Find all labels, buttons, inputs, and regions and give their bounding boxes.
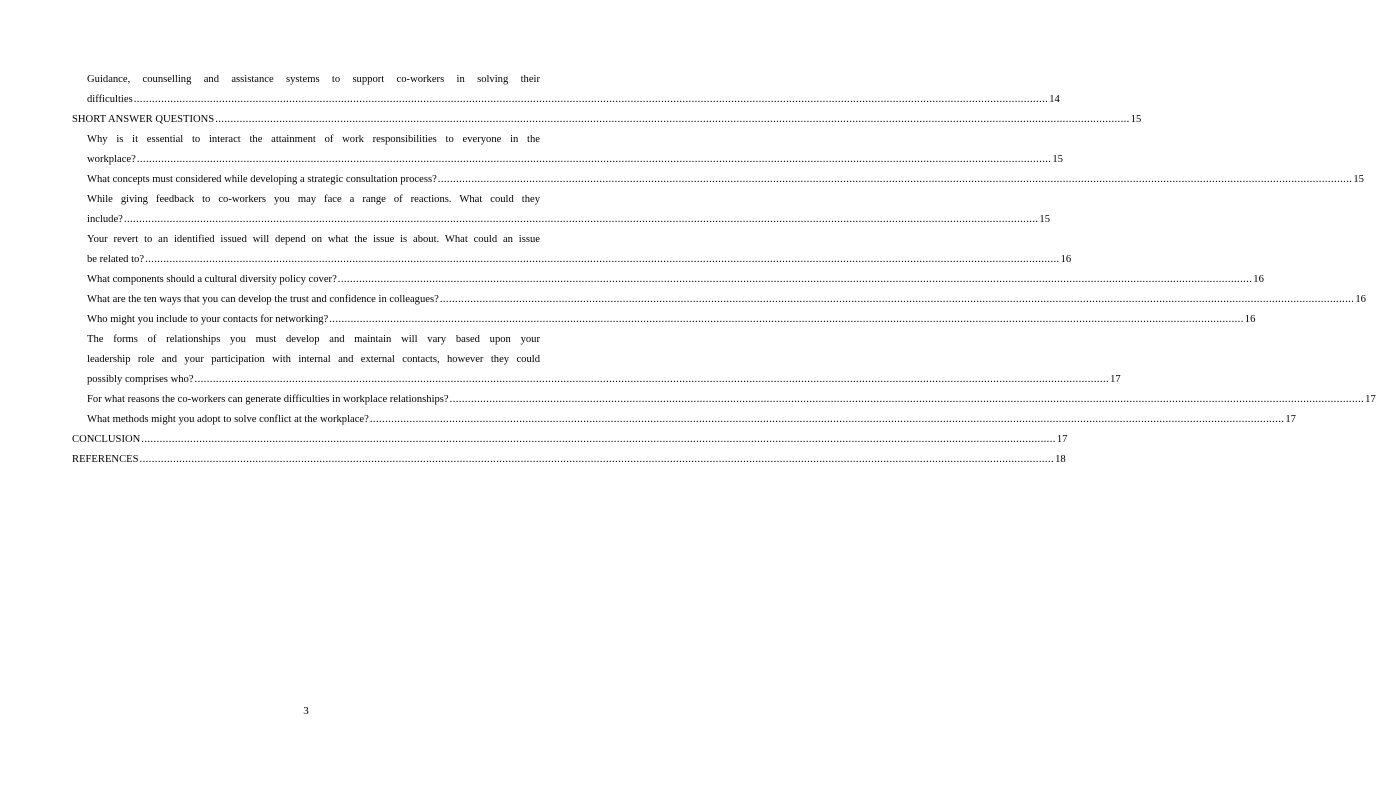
toc-entry-last-line: [87, 370, 1121, 390]
toc-entry-page-number: 17: [1285, 414, 1296, 425]
toc-entry-last-line: [87, 170, 1364, 190]
toc-entry[interactable]: [72, 310, 1256, 330]
toc-entry-page-number: 16: [1253, 274, 1264, 285]
dot-leader: ............................................................................................................................................................................................................................................................................................................: [139, 454, 1055, 465]
dot-leader: ............................................................................................................................................................................................................................................................................................................: [145, 254, 1060, 265]
toc-entry-title: What components should a cultural diversity policy cover?: [87, 274, 337, 285]
toc-entry-title: What methods might you adopt to solve conflict at the workplace?: [87, 414, 369, 425]
dot-leader: ............................................................................................................................................................................................................................................................................................................: [123, 214, 1039, 225]
toc-entry-last-line: [87, 290, 1366, 310]
toc-entry-page-number: 14: [1049, 94, 1060, 105]
dot-leader: ............................................................................................................................................................................................................................................................................................................: [439, 294, 1355, 305]
dot-leader: ............................................................................................................................................................................................................................................................................................................: [369, 414, 1285, 425]
toc-entry-page-number: 16: [1060, 254, 1072, 265]
toc-entry-title: CONCLUSION: [72, 434, 141, 445]
toc-entry-title: Who might you include to your contacts for networking?: [87, 314, 329, 325]
dot-leader: ............................................................................................................................................................................................................................................................................................................: [437, 174, 1353, 185]
dot-leader: ............................................................................................................................................................................................................................................................................................................: [329, 314, 1244, 325]
toc-entry-text-line: While giving feedback to co-workers you may face a range of reactions. What could they: [87, 194, 540, 205]
toc-entry-title: include?: [87, 214, 123, 225]
toc-entry-title: difficulties: [87, 94, 133, 105]
toc-entry-last-line: [72, 110, 1142, 130]
toc-entry-text-line: Your revert to an identified issued will depend on what the issue is about. What could an issue: [87, 234, 540, 245]
toc-entry[interactable]: [72, 190, 1051, 230]
toc-entry[interactable]: [72, 170, 1364, 190]
dot-leader: ............................................................................................................................................................................................................................................................................................................: [133, 94, 1049, 105]
toc-entry-title: What are the ten ways that you can develop the trust and confidence in colleagues?: [87, 294, 439, 305]
toc-entry-title: For what reasons the co-workers can generate difficulties in workplace relationships?: [87, 394, 449, 405]
toc-entry-last-line: [72, 450, 1066, 470]
toc-entry[interactable]: [72, 450, 1066, 470]
toc-entry-title: possibly comprises who?: [87, 374, 194, 385]
toc-entry-last-line: [87, 410, 1296, 430]
toc-entry-page-number: 15: [1039, 214, 1051, 225]
toc-entry-text-line: leadership role and your participation with internal and external contacts, however they could: [87, 354, 540, 365]
toc-entry-title: REFERENCES: [72, 454, 139, 465]
toc-entry-text-line: Why is it essential to interact the attainment of work responsibilities to everyone in the: [87, 134, 540, 145]
toc-entry-last-line: [87, 270, 1264, 290]
toc-entry[interactable]: [72, 430, 1068, 450]
toc-entry-page-number: 18: [1055, 454, 1066, 465]
toc-entry-title: What concepts must considered while developing a strategic consultation process?: [87, 174, 437, 185]
toc-entry-page-number: 17: [1110, 374, 1121, 385]
toc-entry-title: be related to?: [87, 254, 145, 265]
dot-leader: ............................................................................................................................................................................................................................................................................................................: [337, 274, 1253, 285]
toc-entry-title: workplace?: [87, 154, 136, 165]
toc-entry-last-line: [87, 150, 1063, 170]
toc-entry[interactable]: [72, 230, 1072, 270]
toc-entry-last-line: [72, 430, 1068, 450]
toc-entry-page-number: 15: [1353, 174, 1364, 185]
dot-leader: ............................................................................................................................................................................................................................................................................................................: [215, 114, 1130, 125]
toc-entry[interactable]: [72, 410, 1296, 430]
toc-entry-text-line: Guidance, counselling and assistance systems to support co-workers in solving their: [87, 74, 540, 85]
toc-entry-page-number: 16: [1355, 294, 1366, 305]
table-of-contents: [72, 70, 1376, 470]
toc-entry-page-number: 17: [1365, 394, 1376, 405]
toc-entry-page-number: 15: [1052, 154, 1063, 165]
toc-entry-page-number: 16: [1244, 314, 1256, 325]
toc-entry-last-line: [87, 390, 1376, 410]
toc-entry[interactable]: [72, 330, 1121, 390]
toc-entry[interactable]: [72, 110, 1142, 130]
dot-leader: ............................................................................................................................................................................................................................................................................................................: [136, 154, 1052, 165]
toc-entry-last-line: [87, 250, 1072, 270]
toc-entry-page-number: 17: [1056, 434, 1068, 445]
dot-leader: ............................................................................................................................................................................................................................................................................................................: [449, 394, 1365, 405]
page-number: 3: [303, 705, 309, 717]
dot-leader: ............................................................................................................................................................................................................................................................................................................: [141, 434, 1056, 445]
toc-entry-last-line: [87, 310, 1256, 330]
toc-entry[interactable]: [72, 390, 1376, 410]
toc-entry-page-number: 15: [1130, 114, 1142, 125]
dot-leader: ............................................................................................................................................................................................................................................................................................................: [194, 374, 1110, 385]
toc-entry[interactable]: [72, 270, 1264, 290]
toc-entry-text-line: The forms of relationships you must develop and maintain will vary based upon your: [87, 334, 540, 345]
toc-entry[interactable]: [72, 130, 1063, 170]
toc-entry-last-line: [87, 90, 1060, 110]
toc-entry-title: SHORT ANSWER QUESTIONS: [72, 114, 215, 125]
toc-entry-last-line: [87, 210, 1051, 230]
toc-entry[interactable]: [72, 70, 1060, 110]
toc-entry[interactable]: [72, 290, 1366, 310]
